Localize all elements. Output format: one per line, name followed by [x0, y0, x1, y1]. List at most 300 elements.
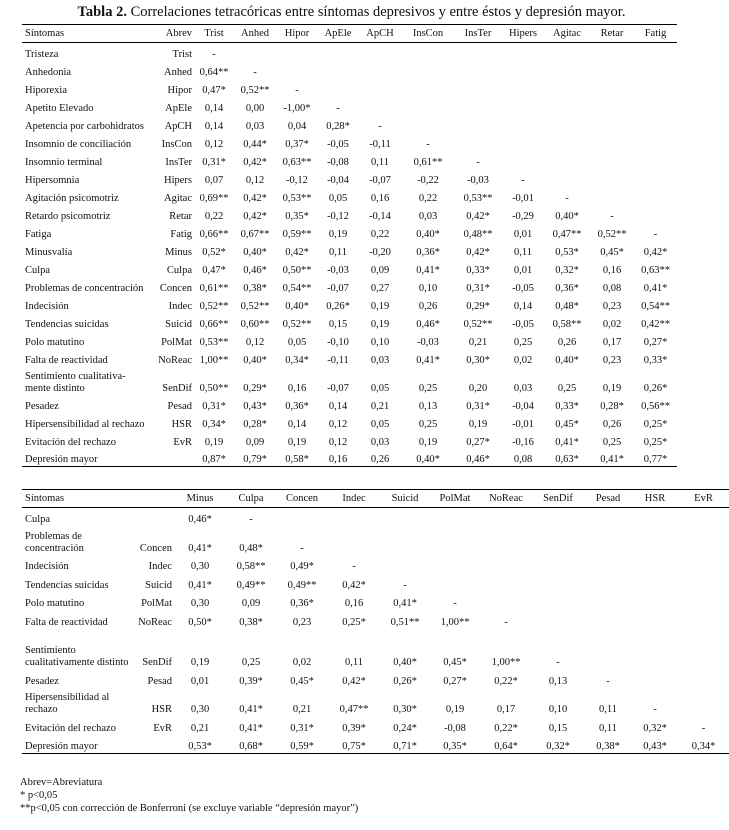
correlation-cell: [402, 115, 454, 133]
correlation-cell: 0,16: [328, 454, 348, 465]
correlation-cell: [544, 97, 590, 115]
correlation-cell: 0,75*: [342, 740, 366, 752]
column-header: Abrev: [150, 25, 194, 43]
correlation-cell: 0,25: [557, 382, 577, 394]
correlation-cell: 0,33*: [643, 354, 668, 366]
correlation-cell: 0,45*: [555, 418, 579, 430]
correlation-cell: [678, 555, 729, 574]
correlation-cell: 0,11: [329, 246, 347, 258]
correlation-cell: 0,27*: [466, 436, 490, 448]
table-row: [22, 395, 677, 413]
correlation-cell: -0,12: [327, 210, 349, 222]
correlation-cell: [544, 61, 590, 79]
row-abbreviation: Indec: [168, 300, 192, 312]
correlation-cell: 0,66**: [199, 318, 229, 330]
row-abbreviation: SenDif: [142, 657, 172, 668]
correlation-cell: 0,63**: [282, 156, 312, 168]
correlation-cell: [590, 61, 634, 79]
row-abbreviation: Concen: [159, 282, 192, 294]
row-label: Fatiga: [25, 228, 52, 240]
correlation-cell: 0,38*: [596, 740, 620, 752]
correlation-cell: 0,50*: [188, 616, 212, 628]
correlation-cell: 0,32*: [555, 264, 579, 276]
row-label: Anhedonia: [25, 66, 72, 78]
correlation-cell: 0,42*: [466, 246, 490, 258]
column-header: InsCon: [402, 25, 454, 43]
correlation-cell: 0,12: [204, 138, 224, 150]
correlation-cell: [454, 133, 502, 151]
correlation-cell: [632, 555, 678, 574]
row-label: Tendencias suicidas: [25, 579, 109, 591]
correlation-cell: 0,14: [328, 400, 348, 412]
row-label: Insomnio de conciliación: [25, 138, 132, 150]
correlation-cell: 0,64**: [199, 66, 229, 78]
table-row: [22, 716, 729, 735]
correlation-cell: [480, 592, 532, 611]
correlation-cell: 0,26: [602, 418, 622, 430]
correlation-cell: 0,26: [557, 336, 577, 348]
column-header: ApEle: [318, 25, 358, 43]
correlation-cell: 0,11: [371, 156, 389, 168]
correlation-cell: [634, 43, 677, 61]
row-label: Insomnio terminal: [25, 156, 103, 168]
correlation-cell: 0,60**: [240, 318, 270, 330]
correlation-cell: [632, 526, 678, 555]
correlation-cell: 0,46*: [416, 318, 440, 330]
correlation-cell: 0,12: [328, 418, 348, 430]
correlation-cell: 0,36*: [290, 598, 314, 609]
correlation-cell: -: [253, 66, 257, 78]
row-abbreviation: PolMat: [141, 598, 172, 609]
table-row: [22, 169, 677, 187]
correlation-cell: 0,48**: [463, 228, 493, 240]
row-label: Problemas de concentración: [25, 530, 84, 554]
correlation-cell: 0,03: [370, 354, 390, 366]
correlation-cell: -: [295, 84, 299, 96]
correlation-cell: -0,03: [327, 264, 349, 276]
row-abbreviation: [132, 508, 174, 527]
correlation-cell: 0,25: [418, 382, 438, 394]
column-header: Síntomas: [22, 25, 150, 43]
row-label: Polo matutino: [25, 598, 85, 609]
correlation-cell: 0,48*: [555, 300, 579, 312]
correlation-cell: 0,52*: [202, 246, 226, 258]
correlation-cell: 0,19: [370, 300, 390, 312]
correlation-cell: 0,49**: [287, 579, 317, 591]
correlation-cell: 0,21: [468, 336, 488, 348]
correlation-cell: [480, 508, 532, 527]
correlation-cell: 0,26*: [326, 300, 350, 312]
correlation-cell: 0,23: [602, 300, 622, 312]
table-row: [22, 669, 729, 688]
correlation-cell: 0,45*: [600, 246, 624, 258]
correlation-cell: 0,19: [328, 228, 348, 240]
correlation-cell: 0,33*: [466, 264, 490, 276]
correlation-cell: 0,53**: [282, 192, 312, 204]
correlation-cell: -: [701, 722, 706, 734]
correlation-cell: 0,41*: [555, 436, 579, 448]
correlation-cell: 0,30*: [393, 704, 417, 715]
row-abbreviation: Suicid: [145, 579, 172, 591]
column-header: Fatig: [634, 25, 677, 43]
column-header: NoReac: [480, 490, 532, 508]
row-abbreviation: ApCH: [164, 120, 192, 132]
row-abbreviation: InsTer: [165, 156, 192, 168]
table-row: [22, 449, 677, 467]
correlation-cell: [502, 79, 544, 97]
row-label: Pesadez: [25, 675, 59, 687]
correlation-cell: 0,68*: [239, 740, 263, 752]
correlation-cell: 0,34*: [202, 418, 226, 430]
correlation-cell: 0,26*: [393, 675, 417, 687]
correlation-cell: 0,35*: [285, 210, 309, 222]
correlation-cell: 0,71*: [393, 740, 417, 752]
row-abbreviation: Suicid: [165, 318, 192, 330]
correlation-cell: -0,11: [327, 354, 349, 366]
correlation-cell: 0,19: [445, 704, 465, 715]
correlation-cell: 0,56**: [641, 400, 670, 412]
column-header: [132, 490, 174, 508]
column-header: ApCH: [358, 25, 402, 43]
correlation-cell: [380, 526, 430, 555]
correlation-cell: [532, 508, 584, 527]
correlation-cell: 0,40*: [243, 354, 267, 366]
correlation-cell: 0,79*: [243, 454, 267, 465]
correlation-cell: [634, 79, 677, 97]
correlation-cell: 0,54**: [282, 282, 312, 294]
correlation-cell: 0,31*: [466, 282, 490, 294]
correlation-cell: [632, 629, 678, 670]
correlation-cell: 0,08: [513, 454, 533, 465]
row-abbreviation: Indec: [148, 561, 172, 572]
correlation-cell: [678, 526, 729, 555]
row-abbreviation: ApEle: [165, 102, 192, 114]
column-header: Culpa: [226, 490, 276, 508]
row-abbreviation: EvR: [173, 436, 192, 448]
correlation-cell: [454, 43, 502, 61]
column-header: HSR: [632, 490, 678, 508]
correlation-cell: -: [249, 514, 253, 525]
correlation-cell: 0,22*: [494, 722, 518, 734]
correlation-cell: -0,05: [512, 318, 534, 330]
correlation-cell: [590, 187, 634, 205]
correlation-cell: 0,64*: [494, 740, 518, 752]
correlation-cell: 0,09: [245, 436, 265, 448]
correlation-cell: 0,36*: [416, 246, 440, 258]
column-header: Minus: [174, 490, 226, 508]
correlation-cell: 0,54**: [641, 300, 670, 312]
table-row: [22, 331, 677, 349]
table-row: [22, 431, 677, 449]
column-header: Pesad: [584, 490, 632, 508]
correlation-cell: [502, 151, 544, 169]
correlation-cell: [402, 43, 454, 61]
correlation-cell: [358, 79, 402, 97]
correlation-cell: 0,19: [468, 418, 488, 430]
correlation-cell: [634, 133, 677, 151]
correlation-cell: 0,39*: [342, 722, 366, 734]
correlation-cell: 0,53**: [199, 336, 229, 348]
correlation-cell: 0,42*: [243, 192, 267, 204]
header-row: [22, 25, 677, 43]
correlation-cell: 0,13: [418, 400, 438, 412]
correlation-cell: 0,49**: [236, 579, 266, 591]
correlation-cell: 0,05: [370, 418, 390, 430]
correlation-cell: [544, 169, 590, 187]
row-abbreviation: Trist: [172, 48, 192, 60]
correlation-cell: 0,45*: [290, 675, 314, 687]
correlation-cell: [544, 79, 590, 97]
correlation-cell: 0,61**: [199, 282, 229, 294]
correlation-cell: [544, 151, 590, 169]
correlation-cell: -0,04: [327, 174, 349, 186]
correlation-cell: [634, 187, 677, 205]
column-header: Anhed: [234, 25, 276, 43]
table-row: [22, 555, 729, 574]
correlation-cell: 0,12: [245, 174, 265, 186]
correlation-cell: 0,22: [204, 210, 224, 222]
correlation-cell: 0,13: [548, 675, 568, 687]
correlation-cell: 0,28*: [326, 120, 350, 132]
correlation-cell: [402, 79, 454, 97]
row-abbreviation: Retar: [169, 210, 192, 222]
correlation-cell: -: [556, 657, 560, 668]
correlation-cell: [402, 97, 454, 115]
table-row: [22, 367, 677, 395]
correlation-cell: [632, 610, 678, 629]
correlation-cell: -0,22: [417, 174, 439, 186]
correlation-cell: 0,01: [513, 264, 533, 276]
table-row: [22, 187, 677, 205]
caption-text: Correlaciones tetracóricas entre síntomas depresivos y entre éstos y depresión mayor.: [126, 4, 626, 20]
table-row: [22, 735, 729, 754]
correlation-cell: 0,19: [418, 436, 438, 448]
correlation-cell: 0,00: [245, 102, 265, 114]
correlation-cell: 0,26: [370, 454, 390, 465]
correlation-cell: [590, 115, 634, 133]
correlation-cell: -: [336, 102, 340, 114]
correlation-cell: [590, 151, 634, 169]
correlation-cell: 0,50**: [282, 264, 312, 276]
correlation-cell: 0,30: [190, 561, 210, 572]
correlation-cell: 0,46*: [188, 514, 212, 525]
caption-label: Tabla 2.: [77, 4, 127, 20]
correlation-cell: 0,47*: [202, 84, 226, 96]
correlation-cell: 0,63*: [555, 454, 579, 465]
correlation-cell: 0,58**: [552, 318, 582, 330]
correlation-cell: 0,27*: [643, 336, 668, 348]
correlation-cell: [678, 508, 729, 527]
row-label: Culpa: [25, 264, 51, 276]
correlation-cell: 0,09: [241, 598, 261, 609]
header-row: [22, 490, 729, 508]
correlation-cell: 1,00**: [199, 354, 229, 366]
row-abbreviation: Culpa: [166, 264, 192, 276]
correlation-cell: 0,52**: [199, 300, 229, 312]
table-row: [22, 97, 677, 115]
correlation-cell: 0,31*: [202, 400, 226, 412]
correlation-cell: [358, 43, 402, 61]
correlation-cell: [380, 555, 430, 574]
correlation-cell: [678, 592, 729, 611]
row-abbreviation: Anhed: [164, 66, 192, 78]
column-header: EvR: [678, 490, 729, 508]
correlation-cell: -: [378, 120, 382, 132]
table-notes: [20, 776, 358, 815]
correlation-cell: 0,01: [513, 228, 533, 240]
correlation-cell: [590, 97, 634, 115]
row-label: Evitación del rechazo: [25, 436, 116, 448]
correlation-cell: 0,15: [548, 722, 568, 734]
row-label: Falta de reactividad: [25, 616, 108, 628]
correlation-cell: 0,41*: [188, 542, 212, 554]
correlation-cell: 0,17: [602, 336, 622, 348]
correlation-cell: 0,11: [514, 246, 532, 258]
row-label: Agitación psicomotriz: [25, 192, 119, 204]
correlation-cell: -: [476, 156, 480, 168]
correlation-cell: [584, 526, 632, 555]
correlation-cell: 0,38*: [239, 616, 263, 628]
row-label: Retardo psicomotriz: [25, 210, 111, 222]
correlation-cell: 0,27: [370, 282, 390, 294]
correlation-cell: -0,03: [417, 336, 439, 348]
column-header: Síntomas: [22, 490, 132, 508]
correlation-cell: 0,12: [245, 336, 265, 348]
correlation-cell: 0,41*: [600, 454, 624, 465]
correlation-cell: 0,03: [418, 210, 438, 222]
table-row: [22, 349, 677, 367]
correlation-cell: [328, 526, 380, 555]
column-header: PolMat: [430, 490, 480, 508]
correlation-cell: 0,10: [370, 336, 390, 348]
correlation-cell: 0,53*: [188, 740, 212, 752]
correlation-cell: 0,41*: [239, 722, 263, 734]
correlation-cell: -0,11: [369, 138, 391, 150]
correlation-cell: 0,30*: [466, 354, 490, 366]
correlation-cell: -0,10: [327, 336, 349, 348]
correlation-cell: 0,02: [602, 318, 622, 330]
correlation-cell: 0,05: [328, 192, 348, 204]
correlation-cell: 0,22*: [494, 675, 518, 687]
correlation-cell: 0,53**: [463, 192, 493, 204]
row-label: Sentimiento cualitativa-mente distinto: [25, 370, 126, 394]
correlation-cell: [590, 79, 634, 97]
correlation-cell: [430, 573, 480, 592]
correlation-cell: [532, 610, 584, 629]
table-row: [22, 61, 677, 79]
correlation-cell: 0,05: [370, 382, 390, 394]
correlation-cell: 0,32*: [546, 740, 570, 752]
correlation-cell: 1,00**: [440, 616, 470, 628]
correlation-cell: 0,40*: [416, 454, 440, 465]
correlation-cell: 0,04: [287, 120, 307, 132]
correlation-cell: 0,20: [468, 382, 488, 394]
row-abbreviation: HSR: [171, 418, 192, 430]
correlation-cell: 0,66**: [199, 228, 229, 240]
correlation-cell: [632, 573, 678, 592]
correlation-cell: [632, 592, 678, 611]
correlation-cell: 0,58*: [285, 454, 309, 465]
correlation-cell: [678, 669, 729, 688]
correlation-cell: [402, 61, 454, 79]
correlation-cell: 0,42*: [243, 210, 267, 222]
correlation-cell: 0,33*: [555, 400, 579, 412]
correlation-cell: 0,19: [602, 382, 622, 394]
correlation-cell: 0,52**: [282, 318, 312, 330]
row-abbreviation: NoReac: [158, 354, 192, 366]
correlation-cell: 0,52**: [463, 318, 493, 330]
correlation-cell: [328, 508, 380, 527]
correlation-cell: 0,50**: [199, 382, 229, 394]
correlation-cell: [678, 610, 729, 629]
row-label: Polo matutino: [25, 336, 85, 348]
correlation-cell: 0,40*: [416, 228, 440, 240]
correlation-cell: 0,40*: [393, 657, 417, 668]
correlation-cell: 0,25: [602, 436, 622, 448]
correlation-cell: -0,01: [512, 192, 534, 204]
correlation-cell: -: [653, 228, 658, 240]
correlation-cell: [276, 61, 318, 79]
correlation-cell: 0,25: [418, 418, 438, 430]
correlation-cell: 0,15: [328, 318, 348, 330]
column-header: Retar: [590, 25, 634, 43]
correlation-cell: 0,05: [287, 336, 307, 348]
correlation-cell: [634, 61, 677, 79]
correlation-cell: 0,14: [287, 418, 307, 430]
row-label: Tendencias suicidas: [25, 318, 109, 330]
correlation-cell: 0,43*: [243, 400, 267, 412]
correlation-cell: 0,87*: [202, 454, 226, 465]
correlation-cell: [678, 629, 729, 670]
correlation-cell: 0,48*: [239, 542, 263, 554]
correlation-cell: 0,14: [513, 300, 533, 312]
correlation-cell: 0,23: [602, 354, 622, 366]
correlation-cell: [276, 43, 318, 61]
note-abbreviation: Abrev=Abreviatura: [20, 777, 103, 788]
correlation-cell: 0,41*: [239, 704, 263, 715]
correlation-cell: [480, 526, 532, 555]
correlation-cell: -: [504, 616, 508, 628]
correlation-cell: [584, 629, 632, 670]
correlation-cell: -: [403, 579, 407, 591]
correlation-cell: [584, 592, 632, 611]
row-abbreviation: EvR: [153, 722, 172, 734]
row-label: Tristeza: [25, 48, 59, 60]
correlation-cell: 0,34*: [691, 740, 716, 752]
correlation-cell: -: [653, 704, 657, 715]
correlation-cell: 0,25*: [342, 616, 366, 628]
row-label: Sentimiento cualitativamente distinto: [25, 645, 129, 668]
correlation-cell: 0,26*: [643, 382, 668, 394]
correlation-cell: [234, 43, 276, 61]
correlation-cell: 0,32*: [643, 722, 667, 734]
correlation-cell: 0,28*: [243, 418, 267, 430]
table-row: [22, 43, 677, 61]
row-label: Hipersensibilidad al rechazo: [25, 692, 110, 715]
correlation-cell: 0,07: [204, 174, 224, 186]
table-row: [22, 313, 677, 331]
correlation-cell: [634, 97, 677, 115]
column-header: Hipor: [276, 25, 318, 43]
correlation-cell: 0,02: [513, 354, 533, 366]
row-label: Minusvalía: [25, 246, 73, 258]
table-row: [22, 79, 677, 97]
correlation-cell: -0,20: [369, 246, 391, 258]
correlation-cell: [634, 205, 677, 223]
correlation-cell: -0,01: [512, 418, 534, 430]
correlation-cell: 0,21: [190, 722, 210, 734]
correlation-cell: 0,08: [602, 282, 622, 294]
